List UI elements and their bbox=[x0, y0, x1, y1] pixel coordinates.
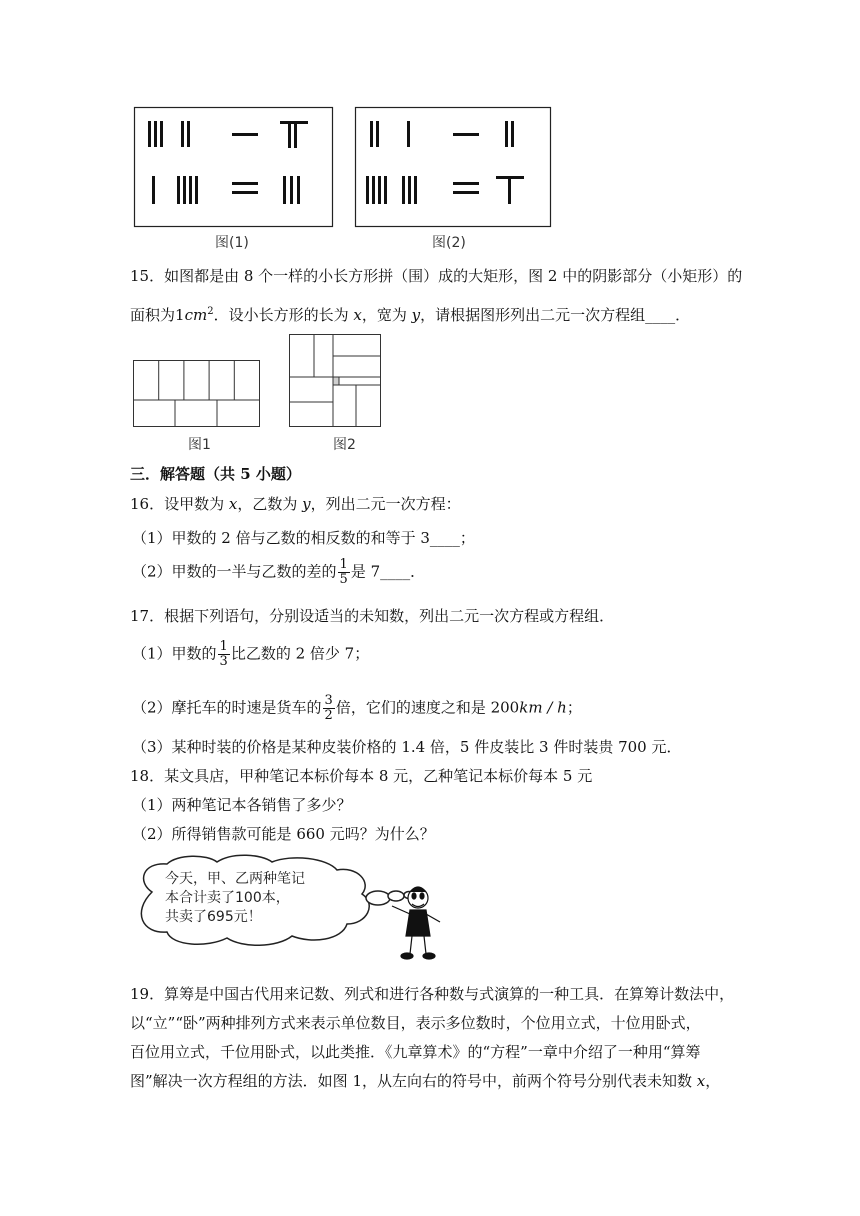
q18-intro: 18．某文具店，甲种笔记本标价每本 8 元，乙种笔记本标价每本 5 元 bbox=[130, 767, 593, 785]
q19-line-3: 百位用立式，千位用卧式，以此类推．《九章算术》的“方程”一章中介绍了一种用“算筹 bbox=[130, 1043, 701, 1061]
bubble-text bbox=[165, 870, 305, 927]
q18-part-1: （1）两种笔记本各销售了多少？ bbox=[132, 796, 352, 814]
rectangle-figure-2 bbox=[289, 334, 383, 428]
q15-line-2: 面积为$1cm^2$．设小长方形的长为 x，宽为 y，请根据图形列出二元一次方程组____． bbox=[130, 306, 691, 324]
q19-line-1: 19．算筹是中国古代用来记数、列式和进行各种数与式演算的一种工具．在算筹计数法中， bbox=[130, 985, 735, 1003]
rectangle-figure-1 bbox=[133, 360, 261, 428]
q17-intro: 17．根据下列语句，分别设适当的未知数，列出二元一次方程或方程组． bbox=[130, 607, 615, 625]
fraction-three-halves: $\frac{3}{2}$ bbox=[324, 693, 333, 723]
q15-line-1: 15．如图都是由 8 个一样的小长方形拼（围）成的大矩形，图 2 中的阴影部分（小矩形）的 bbox=[130, 267, 743, 285]
figure-2-caption: 图(2) bbox=[432, 235, 466, 251]
rectangle-figure-1-caption: 图1 bbox=[188, 437, 211, 453]
q17-part-2: （2）摩托车的时速是货车的 $\frac{3}{2}$ 倍，它们的速度之和是 200km / h； bbox=[132, 693, 582, 723]
figure-1-caption: 图(1) bbox=[215, 235, 249, 251]
bubble-line-3: 共卖了695元！ bbox=[165, 909, 262, 925]
q18-part-2: （2）所得销售款可能是 660 元吗？为什么？ bbox=[132, 825, 435, 843]
q16-intro: 16．设甲数为 x，乙数为 y，列出二元一次方程： bbox=[130, 495, 461, 513]
q17-part-1: （1）甲数的 $\frac{1}{3}$ 比乙数的 2 倍少 7； bbox=[132, 639, 370, 669]
q16-part-1: （1）甲数的 2 倍与乙数的相反数的和等于 3____； bbox=[132, 529, 475, 547]
rod-figure-1 bbox=[134, 107, 334, 228]
fraction-one-fifth: $\frac{1}{5}$ bbox=[339, 557, 348, 587]
section-3-title: 三．解答题（共 5 小题） bbox=[130, 465, 301, 483]
bubble-line-2: 本合计卖了100本， bbox=[165, 890, 290, 906]
q19-line-4: 图”解决一次方程组的方法．如图 1，从左向右的符号中，前两个符号分别代表未知数 x， bbox=[130, 1072, 721, 1090]
q17-part-3: （3）某种时装的价格是某种皮装价格的 1.4 倍，5 件皮装比 3 件时装贵 700 元． bbox=[132, 738, 682, 756]
q16-part-2: （2）甲数的一半与乙数的差的 $\frac{1}{5}$ 是 7____． bbox=[132, 557, 426, 587]
bubble-line-1: 今天，甲、乙两种笔记 bbox=[165, 871, 305, 887]
q19-line-2: 以“立”“卧”两种排列方式来表示单位数目，表示多位数时，个位用立式，十位用卧式， bbox=[130, 1014, 701, 1032]
rectangle-figure-2-caption: 图2 bbox=[333, 437, 356, 453]
rod-figure-2 bbox=[355, 107, 555, 228]
fraction-one-third: $\frac{1}{3}$ bbox=[219, 639, 228, 669]
